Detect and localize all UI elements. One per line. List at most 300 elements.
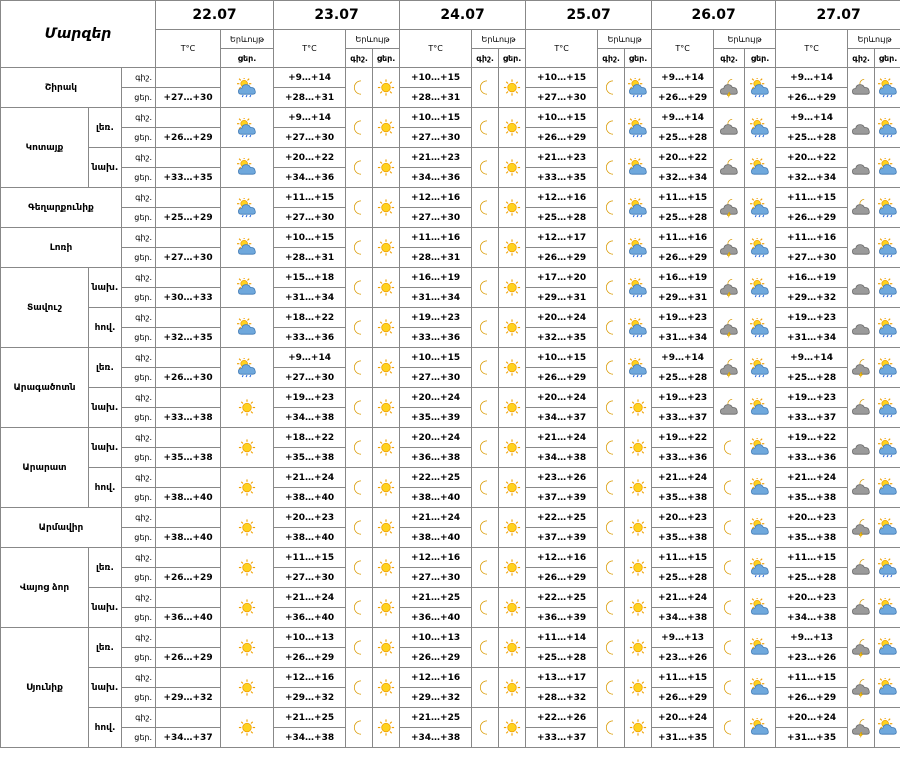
temp-range: +9…+14 bbox=[652, 68, 714, 88]
temp-range: +27…+30 bbox=[400, 368, 472, 388]
table-row bbox=[1, 548, 900, 568]
temp-range: +19…+23 bbox=[776, 388, 848, 408]
sun-icon bbox=[625, 588, 652, 628]
moon-icon bbox=[598, 548, 625, 588]
temp-range: +29…+32 bbox=[156, 688, 221, 708]
date-header: 26.07 bbox=[652, 1, 776, 30]
moon-icon bbox=[346, 708, 373, 748]
sun-rain-icon bbox=[875, 68, 900, 108]
temp-range: +9…+14 bbox=[274, 108, 346, 128]
temp-range: +25…+28 bbox=[526, 208, 598, 228]
temp-range: +25…+28 bbox=[652, 568, 714, 588]
temp-range bbox=[156, 108, 221, 128]
moon-icon bbox=[346, 388, 373, 428]
temp-range bbox=[156, 228, 221, 248]
sun-cloud-icon bbox=[221, 148, 274, 188]
time-of-day: գիշ. bbox=[122, 388, 156, 408]
cloud-icon bbox=[848, 148, 875, 188]
temp-range: +11…+16 bbox=[776, 228, 848, 248]
moon-icon bbox=[472, 188, 499, 228]
moon-icon bbox=[714, 588, 745, 628]
temp-range: +26…+29 bbox=[776, 208, 848, 228]
temp-range: +20…+23 bbox=[274, 508, 346, 528]
temp-range: +28…+31 bbox=[274, 88, 346, 108]
time-of-day: ցեր. bbox=[122, 568, 156, 588]
sun-rain-icon bbox=[875, 268, 900, 308]
temp-range: +9…+14 bbox=[652, 348, 714, 368]
cloud-moon-icon bbox=[848, 548, 875, 588]
temp-range: +9…+13 bbox=[652, 628, 714, 648]
cloud-moon-icon bbox=[714, 148, 745, 188]
subregion-name: հով. bbox=[89, 468, 122, 508]
time-of-day: գիշ. bbox=[122, 428, 156, 448]
sun-rain-icon bbox=[745, 348, 776, 388]
temp-range: +29…+32 bbox=[274, 688, 346, 708]
sun-cloud-icon bbox=[221, 228, 274, 268]
sun-icon bbox=[499, 348, 526, 388]
phen-header: Երևույթ bbox=[346, 30, 400, 49]
day-header: ցեր. bbox=[499, 49, 526, 68]
sun-icon bbox=[221, 388, 274, 428]
table-row bbox=[1, 388, 900, 408]
temp-range: +33…+36 bbox=[400, 328, 472, 348]
subregion-name: նախ. bbox=[89, 588, 122, 628]
moon-icon bbox=[598, 228, 625, 268]
temp-range: +34…+38 bbox=[526, 448, 598, 468]
temp-range bbox=[156, 588, 221, 608]
temp-range: +26…+29 bbox=[400, 648, 472, 668]
temp-range: +29…+32 bbox=[776, 288, 848, 308]
temp-range: +25…+28 bbox=[526, 648, 598, 668]
table-row bbox=[1, 468, 900, 488]
sun-rain-icon bbox=[875, 388, 900, 428]
moon-icon bbox=[346, 428, 373, 468]
page-title: Մարզեր bbox=[1, 1, 156, 68]
sun-icon bbox=[373, 628, 400, 668]
sun-icon bbox=[625, 468, 652, 508]
time-of-day: գիշ. bbox=[122, 68, 156, 88]
sun-cloud-icon bbox=[221, 268, 274, 308]
cloud-moon-icon bbox=[848, 388, 875, 428]
temp-range: +25…+28 bbox=[652, 368, 714, 388]
temp-range: +34…+36 bbox=[400, 168, 472, 188]
cloud-storm-icon bbox=[848, 348, 875, 388]
temp-header: T°C bbox=[526, 30, 598, 68]
temp-range: +12…+17 bbox=[526, 228, 598, 248]
table-row bbox=[1, 68, 900, 88]
temp-range: +27…+30 bbox=[526, 88, 598, 108]
temp-range: +11…+15 bbox=[274, 188, 346, 208]
region-name: Վայոց ձոր bbox=[1, 548, 89, 628]
sun-icon bbox=[499, 268, 526, 308]
temp-range: +30…+33 bbox=[156, 288, 221, 308]
temp-range: +20…+24 bbox=[526, 308, 598, 328]
temp-range: +25…+29 bbox=[156, 208, 221, 228]
temp-range: +36…+40 bbox=[400, 608, 472, 628]
cloud-moon-icon bbox=[848, 588, 875, 628]
sun-icon bbox=[373, 228, 400, 268]
temp-range bbox=[156, 348, 221, 368]
temp-range bbox=[156, 388, 221, 408]
sun-rain-icon bbox=[875, 428, 900, 468]
temp-header: T°C bbox=[652, 30, 714, 68]
temp-range: +12…+16 bbox=[526, 188, 598, 208]
sun-icon bbox=[373, 68, 400, 108]
temp-range: +10…+15 bbox=[526, 108, 598, 128]
temp-range bbox=[156, 188, 221, 208]
table-row bbox=[1, 628, 900, 648]
temp-range: +21…+25 bbox=[400, 588, 472, 608]
temp-range: +25…+28 bbox=[776, 568, 848, 588]
temp-range: +21…+24 bbox=[526, 428, 598, 448]
sun-rain-icon bbox=[745, 308, 776, 348]
time-of-day: ցեր. bbox=[122, 448, 156, 468]
temp-range: +26…+29 bbox=[274, 648, 346, 668]
cloud-storm-icon bbox=[848, 708, 875, 748]
temp-range: +33…+36 bbox=[652, 448, 714, 468]
subregion-name: նախ. bbox=[89, 668, 122, 708]
moon-icon bbox=[346, 628, 373, 668]
temp-range: +20…+24 bbox=[776, 708, 848, 728]
moon-icon bbox=[472, 668, 499, 708]
moon-icon bbox=[346, 68, 373, 108]
temp-range: +26…+29 bbox=[652, 688, 714, 708]
temp-range: +11…+15 bbox=[776, 668, 848, 688]
temp-range: +34…+38 bbox=[274, 408, 346, 428]
moon-icon bbox=[472, 468, 499, 508]
moon-icon bbox=[598, 268, 625, 308]
region-name: Արագածոտն bbox=[1, 348, 89, 428]
cloud-storm-icon bbox=[848, 668, 875, 708]
date-header: 24.07 bbox=[400, 1, 526, 30]
sun-icon bbox=[221, 428, 274, 468]
temp-range: +29…+32 bbox=[400, 688, 472, 708]
sun-cloud-icon bbox=[875, 508, 900, 548]
temp-range: +19…+22 bbox=[776, 428, 848, 448]
sun-cloud-icon bbox=[875, 468, 900, 508]
sun-cloud-icon bbox=[745, 428, 776, 468]
temp-range: +33…+35 bbox=[526, 168, 598, 188]
temp-header: T°C bbox=[776, 30, 848, 68]
temp-range: +21…+25 bbox=[400, 708, 472, 728]
moon-icon bbox=[714, 548, 745, 588]
time-of-day: ցեր. bbox=[122, 648, 156, 668]
time-of-day: գիշ. bbox=[122, 668, 156, 688]
moon-icon bbox=[598, 588, 625, 628]
sun-icon bbox=[499, 468, 526, 508]
temp-range: +21…+24 bbox=[652, 588, 714, 608]
time-of-day: գիշ. bbox=[122, 188, 156, 208]
night-header: գիշ. bbox=[346, 49, 373, 68]
region-name: Լոռի bbox=[1, 228, 122, 268]
temp-range: +34…+38 bbox=[274, 728, 346, 748]
sun-icon bbox=[221, 588, 274, 628]
moon-icon bbox=[346, 548, 373, 588]
sun-icon bbox=[499, 308, 526, 348]
phen-header: Երևույթ bbox=[472, 30, 526, 49]
date-header: 22.07 bbox=[156, 1, 274, 30]
sun-cloud-icon bbox=[875, 708, 900, 748]
moon-icon bbox=[598, 188, 625, 228]
temp-range: +9…+14 bbox=[274, 68, 346, 88]
temp-range: +26…+29 bbox=[526, 368, 598, 388]
temp-range: +35…+38 bbox=[776, 528, 848, 548]
temp-range: +20…+22 bbox=[652, 148, 714, 168]
subregion-name: նախ. bbox=[89, 268, 122, 308]
temp-range: +17…+20 bbox=[526, 268, 598, 288]
cloud-storm-icon bbox=[714, 268, 745, 308]
temp-range: +27…+30 bbox=[400, 568, 472, 588]
temp-range: +28…+31 bbox=[274, 248, 346, 268]
subregion-name: լեռ. bbox=[89, 108, 122, 148]
time-of-day: գիշ. bbox=[122, 628, 156, 648]
sun-icon bbox=[499, 628, 526, 668]
temp-range: +11…+15 bbox=[776, 548, 848, 568]
moon-icon bbox=[714, 708, 745, 748]
time-of-day: ցեր. bbox=[122, 88, 156, 108]
cloud-icon bbox=[848, 268, 875, 308]
time-of-day: գիշ. bbox=[122, 588, 156, 608]
temp-range: +22…+25 bbox=[526, 588, 598, 608]
phen-header: Երևույթ bbox=[221, 30, 274, 49]
temp-range: +34…+38 bbox=[400, 728, 472, 748]
temp-range: +19…+23 bbox=[652, 388, 714, 408]
sun-rain-icon bbox=[875, 308, 900, 348]
temp-range: +38…+40 bbox=[400, 488, 472, 508]
moon-icon bbox=[472, 388, 499, 428]
time-of-day: ցեր. bbox=[122, 608, 156, 628]
temp-range: +12…+16 bbox=[274, 668, 346, 688]
temp-range: +20…+22 bbox=[274, 148, 346, 168]
temp-range: +21…+24 bbox=[652, 468, 714, 488]
day-header: ցեր. bbox=[221, 49, 274, 68]
temp-range: +21…+24 bbox=[400, 508, 472, 528]
sun-cloud-icon bbox=[875, 148, 900, 188]
temp-header: T°C bbox=[156, 30, 221, 68]
temp-range: +29…+31 bbox=[526, 288, 598, 308]
cloud-moon-icon bbox=[848, 468, 875, 508]
moon-icon bbox=[598, 628, 625, 668]
temp-range: +27…+30 bbox=[400, 128, 472, 148]
temp-range: +20…+23 bbox=[652, 508, 714, 528]
table-row bbox=[1, 708, 900, 728]
moon-icon bbox=[598, 708, 625, 748]
temp-range: +27…+30 bbox=[156, 88, 221, 108]
sun-rain-icon bbox=[745, 188, 776, 228]
temp-range: +11…+14 bbox=[526, 628, 598, 648]
cloud-icon bbox=[848, 428, 875, 468]
temp-range: +19…+23 bbox=[776, 308, 848, 328]
temp-range: +29…+31 bbox=[652, 288, 714, 308]
temp-range: +9…+13 bbox=[776, 628, 848, 648]
sun-rain-icon bbox=[625, 308, 652, 348]
subregion-name: լեռ. bbox=[89, 348, 122, 388]
sun-icon bbox=[373, 308, 400, 348]
sun-icon bbox=[499, 588, 526, 628]
phen-header: Երևույթ bbox=[714, 30, 776, 49]
subregion-name: նախ. bbox=[89, 148, 122, 188]
time-of-day: գիշ. bbox=[122, 468, 156, 488]
moon-icon bbox=[714, 428, 745, 468]
moon-icon bbox=[472, 228, 499, 268]
temp-range bbox=[156, 468, 221, 488]
subregion-name: հով. bbox=[89, 308, 122, 348]
temp-range: +11…+15 bbox=[274, 548, 346, 568]
sun-rain-icon bbox=[221, 108, 274, 148]
temp-range: +21…+24 bbox=[776, 468, 848, 488]
moon-icon bbox=[472, 108, 499, 148]
temp-range: +27…+30 bbox=[274, 208, 346, 228]
temp-range: +33…+37 bbox=[526, 728, 598, 748]
temp-range: +34…+38 bbox=[652, 608, 714, 628]
cloud-storm-icon bbox=[714, 348, 745, 388]
region-name: Շիրակ bbox=[1, 68, 122, 108]
temp-range bbox=[156, 148, 221, 168]
sun-rain-icon bbox=[875, 548, 900, 588]
sun-icon bbox=[499, 108, 526, 148]
temp-range: +31…+35 bbox=[776, 728, 848, 748]
sun-rain-icon bbox=[875, 188, 900, 228]
table-row bbox=[1, 188, 900, 208]
sun-icon bbox=[625, 628, 652, 668]
temp-range: +26…+29 bbox=[156, 128, 221, 148]
temp-range: +11…+15 bbox=[652, 668, 714, 688]
temp-range: +26…+30 bbox=[156, 368, 221, 388]
table-row bbox=[1, 228, 900, 248]
sun-icon bbox=[499, 148, 526, 188]
day-header: ցեր. bbox=[373, 49, 400, 68]
temp-range: +36…+39 bbox=[526, 608, 598, 628]
temp-range: +10…+15 bbox=[400, 68, 472, 88]
temp-range: +18…+22 bbox=[274, 428, 346, 448]
temp-range: +35…+39 bbox=[400, 408, 472, 428]
moon-icon bbox=[346, 588, 373, 628]
time-of-day: գիշ. bbox=[122, 308, 156, 328]
temp-range bbox=[156, 628, 221, 648]
table-row bbox=[1, 588, 900, 608]
temp-range: +35…+38 bbox=[274, 448, 346, 468]
cloud-icon bbox=[848, 308, 875, 348]
temp-range: +38…+40 bbox=[400, 528, 472, 548]
sun-rain-icon bbox=[875, 108, 900, 148]
temp-range: +31…+34 bbox=[776, 328, 848, 348]
cloud-storm-icon bbox=[848, 508, 875, 548]
temp-range: +28…+32 bbox=[526, 688, 598, 708]
sun-rain-icon bbox=[625, 228, 652, 268]
moon-icon bbox=[472, 308, 499, 348]
time-of-day: ցեր. bbox=[122, 208, 156, 228]
sun-cloud-icon bbox=[625, 148, 652, 188]
temp-range: +27…+30 bbox=[400, 208, 472, 228]
temp-range: +12…+16 bbox=[400, 188, 472, 208]
temp-range: +21…+23 bbox=[400, 148, 472, 168]
cloud-storm-icon bbox=[714, 68, 745, 108]
temp-range: +38…+40 bbox=[274, 528, 346, 548]
date-header: 27.07 bbox=[776, 1, 900, 30]
sun-rain-icon bbox=[625, 108, 652, 148]
cloud-icon bbox=[848, 228, 875, 268]
temp-range: +11…+16 bbox=[652, 228, 714, 248]
table-row bbox=[1, 108, 900, 128]
temp-range: +23…+26 bbox=[526, 468, 598, 488]
temp-range: +33…+37 bbox=[652, 408, 714, 428]
sun-icon bbox=[499, 708, 526, 748]
moon-icon bbox=[598, 148, 625, 188]
sun-icon bbox=[221, 508, 274, 548]
sun-icon bbox=[221, 668, 274, 708]
temp-range: +10…+15 bbox=[400, 108, 472, 128]
temp-range: +26…+29 bbox=[526, 128, 598, 148]
temp-range: +27…+30 bbox=[274, 368, 346, 388]
night-header: գիշ. bbox=[848, 49, 875, 68]
temp-range: +38…+40 bbox=[156, 488, 221, 508]
sun-rain-icon bbox=[745, 268, 776, 308]
sun-icon bbox=[373, 548, 400, 588]
sun-icon bbox=[373, 388, 400, 428]
moon-icon bbox=[346, 188, 373, 228]
temp-range: +15…+18 bbox=[274, 268, 346, 288]
temp-range: +10…+15 bbox=[400, 348, 472, 368]
temp-range: +28…+31 bbox=[400, 88, 472, 108]
temp-range: +35…+38 bbox=[156, 448, 221, 468]
moon-icon bbox=[714, 668, 745, 708]
table-row bbox=[1, 308, 900, 328]
temp-range: +32…+34 bbox=[776, 168, 848, 188]
temp-range: +21…+25 bbox=[274, 708, 346, 728]
temp-range bbox=[156, 68, 221, 88]
sun-rain-icon bbox=[625, 188, 652, 228]
temp-range: +10…+15 bbox=[526, 68, 598, 88]
temp-range: +11…+15 bbox=[776, 188, 848, 208]
temp-range: +36…+40 bbox=[156, 608, 221, 628]
sun-icon bbox=[499, 228, 526, 268]
temp-range: +34…+38 bbox=[776, 608, 848, 628]
temp-range: +26…+29 bbox=[776, 88, 848, 108]
moon-icon bbox=[346, 348, 373, 388]
moon-icon bbox=[472, 428, 499, 468]
sun-icon bbox=[625, 428, 652, 468]
temp-range: +19…+23 bbox=[652, 308, 714, 328]
temp-range: +19…+23 bbox=[400, 308, 472, 328]
sun-icon bbox=[373, 268, 400, 308]
time-of-day: գիշ. bbox=[122, 228, 156, 248]
sun-cloud-icon bbox=[875, 668, 900, 708]
time-of-day: ցեր. bbox=[122, 288, 156, 308]
temp-range: +34…+37 bbox=[526, 408, 598, 428]
temp-range: +31…+35 bbox=[652, 728, 714, 748]
sun-icon bbox=[373, 508, 400, 548]
temp-range: +33…+38 bbox=[156, 408, 221, 428]
temp-range: +11…+16 bbox=[400, 228, 472, 248]
temp-range: +22…+25 bbox=[400, 468, 472, 488]
table-row bbox=[1, 268, 900, 288]
sun-rain-icon bbox=[221, 188, 274, 228]
region-name: Գեղարքունիք bbox=[1, 188, 122, 228]
sun-cloud-icon bbox=[745, 508, 776, 548]
moon-icon bbox=[346, 468, 373, 508]
time-of-day: ցեր. bbox=[122, 688, 156, 708]
moon-icon bbox=[598, 308, 625, 348]
cloud-storm-icon bbox=[714, 228, 745, 268]
sun-icon bbox=[373, 148, 400, 188]
sun-icon bbox=[499, 548, 526, 588]
temp-range: +26…+29 bbox=[526, 568, 598, 588]
sun-cloud-icon bbox=[745, 468, 776, 508]
temp-range bbox=[156, 708, 221, 728]
temp-range: +9…+14 bbox=[652, 108, 714, 128]
moon-icon bbox=[598, 68, 625, 108]
cloud-storm-icon bbox=[848, 628, 875, 668]
